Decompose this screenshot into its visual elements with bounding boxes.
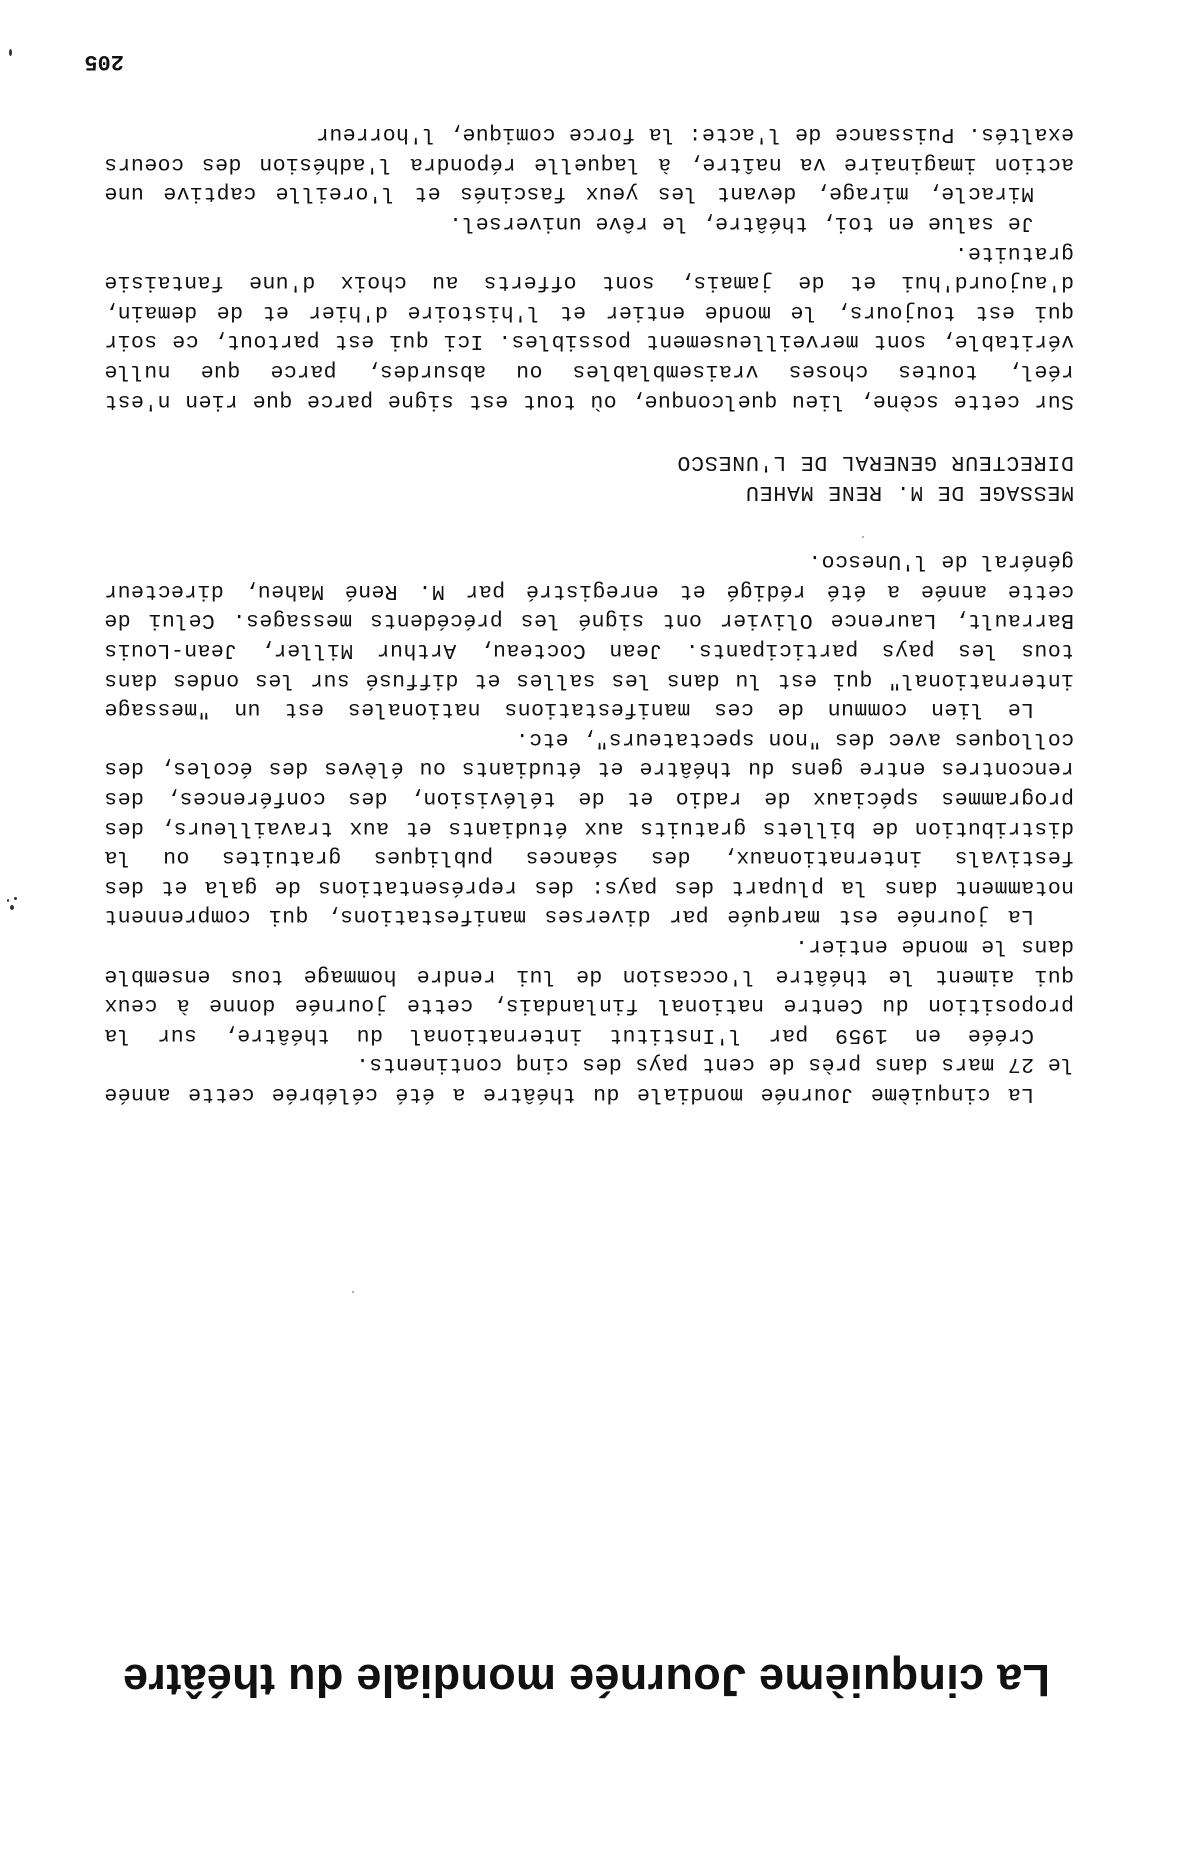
paragraph-intro: La cinquième Journée mondiale du théâtre a été célébrée cette année le 27 mars dans près de cent pays des cinq continents. — [104, 1052, 1074, 1106]
page-number: 205 — [84, 49, 124, 74]
scan-speck — [10, 905, 14, 910]
scan-speck — [9, 49, 12, 56]
scan-speck — [352, 1291, 354, 1293]
scan-speck — [7, 899, 9, 902]
scan-speck — [14, 897, 17, 900]
message-heading-line1: MESSAGE DE M. RENE MAHEU — [745, 479, 1074, 504]
paragraph-history: Créée en 1959 par l'Institut international du théâtre, sur la proposition du Centre national finlandais, cette journée donne à ceux qui aiment le théâtre l'occasion de lui rendre hommage tous ensemble dans le monde entier. — [104, 934, 1074, 1047]
message-paragraph-stage: Sur cette scène, lieu quelconque, où tout est signe parce que rien n'est réel, toutes choses vraisemblables ou absurdes, parce que nulle véritable, sont merveilleusement possibles. Ici qui est partout, ce soir qui est toujours, le monde entier et l'histoire d'hier et de demain, d'aujourd'hui et de jamais, sont offerts au choix d'une fantaisie gratuite. — [104, 240, 1074, 413]
article-body — [104, 119, 1074, 1108]
message-paragraph-salute: Je salue en toi, théâtre, le rêve universel. — [448, 210, 1034, 235]
message-paragraph-miracle: Miracle, mirage, devant les yeux fascinés et l'oreille captive une action imaginaire va naître, à laquelle répondra l'adhésion des coeurs exaltés. Puissance de l'acte: la force comique, l'horreur — [104, 122, 1074, 206]
article-title: La cinquième Journée mondiale du théâtre — [122, 1655, 1050, 1706]
scan-speck — [862, 536, 864, 538]
paragraph-events: La journée est marquée par diverses manifestations, qui comprennent notamment dans la plupart des pays: des représentations de gala et des festivals internationaux, des séances publiques gratuites ou la distribution de billets gratuits aux étudiants et aux travailleurs, des programmes spéciaux de radio et de télévision, des conférences, des rencontres entre gens du théâtre et étudiants ou élèves des écoles, des colloques avec des "non spectateurs", etc. — [104, 726, 1074, 929]
message-heading — [104, 447, 1074, 506]
message-heading-line2: DIRECTEUR GENERAL DE L'UNESCO — [676, 450, 1074, 475]
paragraph-message-link: Le lien commun de ces manifestations nationales est un "message international" qui est lu dans les salles et diffusé sur les ondes dans tous les pays participants. Jean Cocteau, Arthur Miller, Jean-Louis Barrault, Laurence Olivier ont signé les précédents messages. Celui de cette année a été rédigé et enregistré par M. René Maheu, directeur général de l'Unesco. — [104, 549, 1074, 722]
